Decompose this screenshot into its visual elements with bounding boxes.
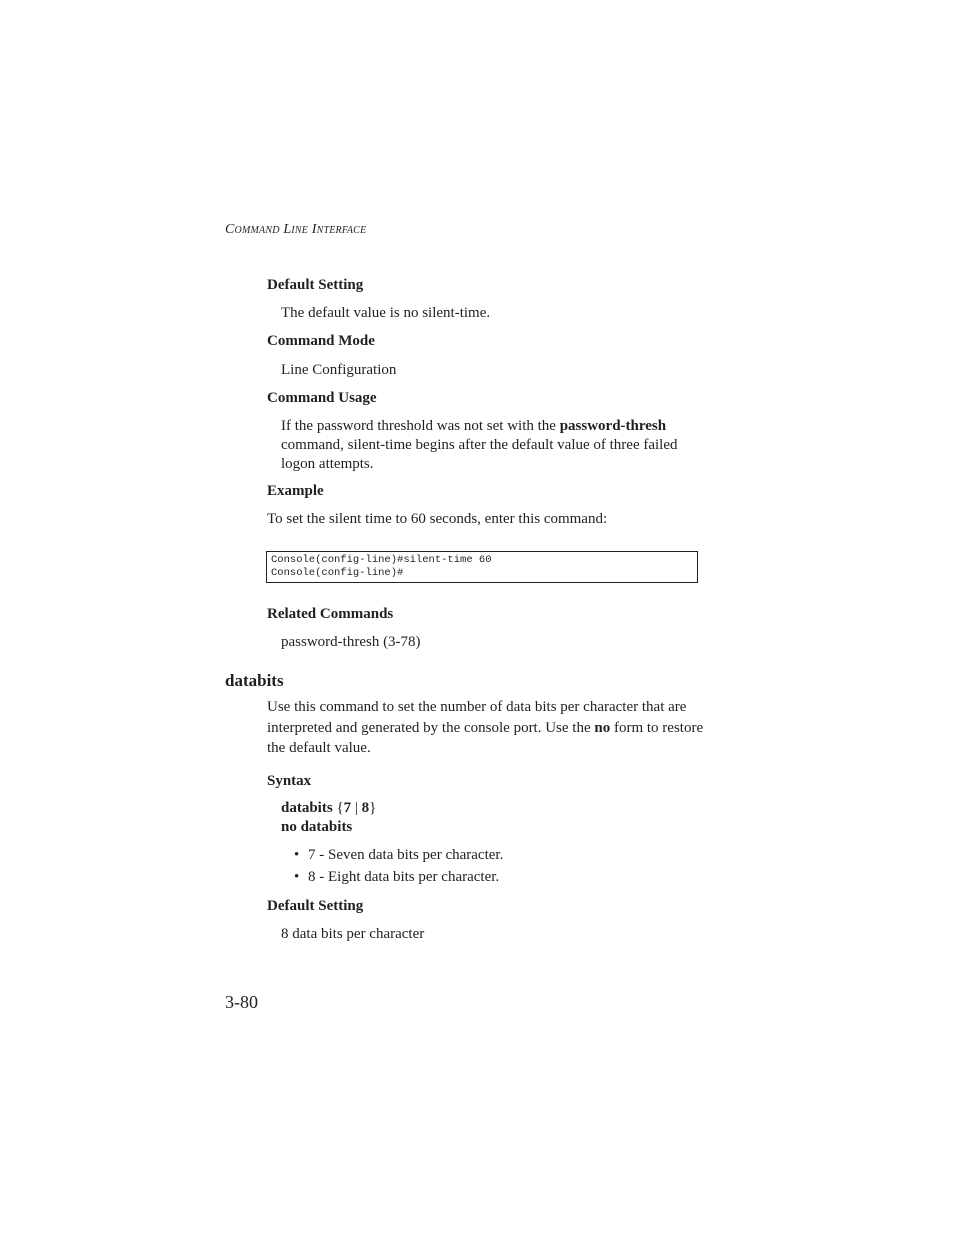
syntax-option-7: 7 xyxy=(343,800,352,816)
databits-description-before: Use this command to set the number of data bits per character that are interpreted and generated by the console port. Use the xyxy=(267,699,687,736)
page-number: 3-80 xyxy=(225,992,258,1012)
databits-description xyxy=(267,697,722,759)
syntax-option-text: 7 - Seven data bits per character. xyxy=(308,847,504,863)
command-usage-text-before: If the password threshold was not set with the xyxy=(281,418,560,434)
syntax-option-text: 8 - Eight data bits per character. xyxy=(308,869,500,885)
command-usage-command: password-thresh xyxy=(559,418,667,434)
syntax-brace-close: } xyxy=(369,800,377,816)
command-mode-heading: Command Mode xyxy=(267,333,375,349)
syntax-line-2: no databits xyxy=(281,819,353,835)
running-head: Command Line Interface xyxy=(225,222,367,237)
code-line: Console(config-line)# xyxy=(271,567,404,579)
default-setting-heading: Default Setting xyxy=(267,277,364,293)
command-mode-text: Line Configuration xyxy=(281,362,397,378)
syntax-brace-open: { xyxy=(332,800,344,816)
databits-title: databits xyxy=(225,671,284,690)
databits-description-after: form to restore the default value. xyxy=(267,719,704,756)
syntax-option-item xyxy=(294,869,499,886)
databits-default-setting-text: 8 data bits per character xyxy=(281,926,425,942)
syntax-option-item xyxy=(294,847,503,864)
bullet-icon: • xyxy=(294,847,300,863)
command-usage-text xyxy=(281,417,701,474)
syntax-option-8: 8 xyxy=(361,800,370,816)
code-line: Console(config-line)#silent-time 60 xyxy=(271,554,492,566)
syntax-line-1 xyxy=(281,800,376,817)
default-setting-text: The default value is no silent-time. xyxy=(281,305,491,321)
command-usage-heading: Command Usage xyxy=(267,390,377,406)
related-commands-heading: Related Commands xyxy=(267,606,394,622)
bullet-icon: • xyxy=(294,869,300,885)
databits-default-setting-heading: Default Setting xyxy=(267,898,364,914)
example-text: To set the silent time to 60 seconds, enter this command: xyxy=(267,511,608,527)
code-example xyxy=(266,551,698,583)
syntax-separator: | xyxy=(351,800,362,816)
syntax-command: databits xyxy=(281,800,333,816)
syntax-heading: Syntax xyxy=(267,773,312,789)
command-usage-text-after: command, silent-time begins after the default value of three failed logon attempts. xyxy=(281,437,678,472)
related-commands-text: password-thresh (3-78) xyxy=(281,634,421,650)
databits-description-keyword: no xyxy=(594,719,611,736)
example-heading: Example xyxy=(267,483,324,499)
